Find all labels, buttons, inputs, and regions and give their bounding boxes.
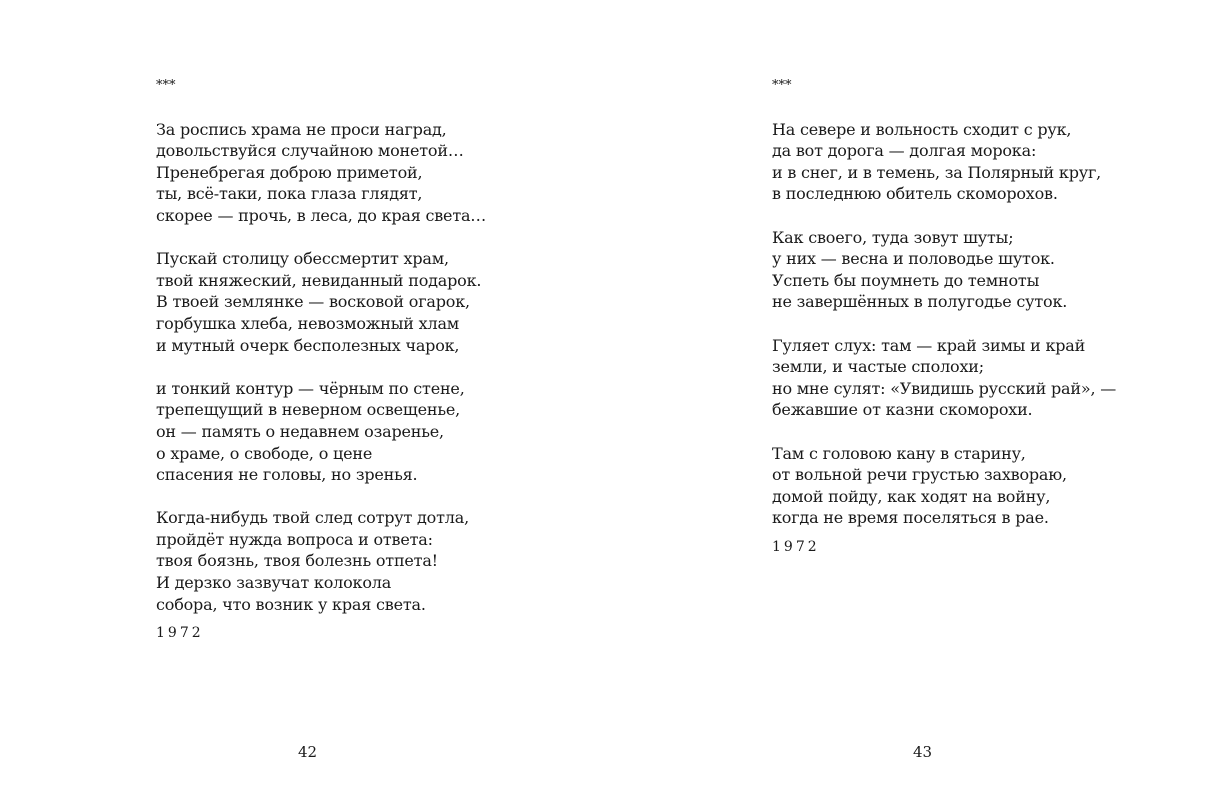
poem-line: спасения не головы, но зренья. — [156, 465, 418, 485]
poem-line: о храме, о свободе, о цене — [156, 443, 373, 463]
poem-line: да вот дорога — долгая морока: — [772, 141, 1037, 161]
stanza — [772, 443, 1116, 529]
poem — [156, 75, 486, 645]
stanza — [772, 119, 1116, 205]
poem-line: За роспись храма не проси наград, — [156, 119, 447, 139]
poem-line: собора, что возник у края света. — [156, 594, 426, 614]
poem-line: когда не время поселяться в рае. — [772, 508, 1049, 528]
poem-line: от вольной речи грустью захвораю, — [772, 465, 1067, 485]
poem-line: Там с головою кану в старину, — [772, 443, 1026, 463]
poem-line: и в снег, и в темень, за Полярный круг, — [772, 162, 1102, 182]
poem-line: ты, всё-таки, пока глаза глядят, — [156, 184, 423, 204]
poem-line: не завершённых в полугодье суток. — [772, 292, 1068, 312]
poem-line: Пускай столицу обессмертит храм, — [156, 249, 449, 269]
poem-line: В твоей землянке — восковой огарок, — [156, 292, 470, 312]
poem-line: твоя боязнь, твоя болезнь отпета! — [156, 551, 438, 571]
poem-separator: *** — [772, 78, 792, 93]
poem-line: но мне сулят: «Увидишь русский рай», — — [772, 378, 1117, 398]
poem-line: Пренебрегая доброю приметой, — [156, 162, 423, 182]
poem-line: пройдёт нужда вопроса и ответа: — [156, 529, 433, 549]
stanza — [156, 378, 486, 486]
poem-line: у них — весна и половодье шуток. — [772, 249, 1055, 269]
poem-line: И дерзко зазвучат колокола — [156, 573, 392, 593]
page-number: 43 — [913, 743, 933, 761]
stanza — [156, 507, 486, 615]
poem-line: твой княжеский, невиданный подарок. — [156, 270, 482, 290]
poem-line: земли, и частые сполохи; — [772, 357, 984, 377]
stanza — [772, 227, 1116, 313]
stanza — [156, 248, 486, 356]
poem-line: Когда-нибудь твой след сотрут дотла, — [156, 508, 469, 528]
stanza — [772, 335, 1116, 421]
poem-year: 1972 — [772, 538, 820, 555]
poem-line: трепещущий в неверном освещенье, — [156, 400, 460, 420]
poem-line: На севере и вольность сходит с рук, — [772, 119, 1072, 139]
poem-line: горбушка хлеба, невозможный хлам — [156, 313, 460, 333]
poem-line: бежавшие от казни скоморохи. — [772, 400, 1033, 420]
poem-line: и тонкий контур — чёрным по стене, — [156, 378, 465, 398]
poem-line: Успеть бы поумнеть до темноты — [772, 270, 1040, 290]
poem-line: и мутный очерк бесполезных чарок, — [156, 335, 460, 355]
stanza — [156, 119, 486, 227]
poem-line: он — память о недавнем озаренье, — [156, 421, 444, 441]
right-page — [615, 0, 1230, 800]
poem-line: домой пойду, как ходят на войну, — [772, 486, 1051, 506]
poem-line: довольствуйся случайною монетой… — [156, 141, 464, 161]
poem-year: 1972 — [156, 625, 204, 642]
poem-line: в последнюю обитель скоморохов. — [772, 184, 1058, 204]
poem-separator: *** — [156, 78, 176, 93]
poem-line: Как своего, туда зовут шуты; — [772, 227, 1014, 247]
poem — [772, 75, 1116, 558]
poem-line: скорее — прочь, в леса, до края света… — [156, 205, 487, 225]
poem-line: Гуляет слух: там — край зимы и край — [772, 335, 1086, 355]
page-number: 42 — [298, 743, 318, 761]
